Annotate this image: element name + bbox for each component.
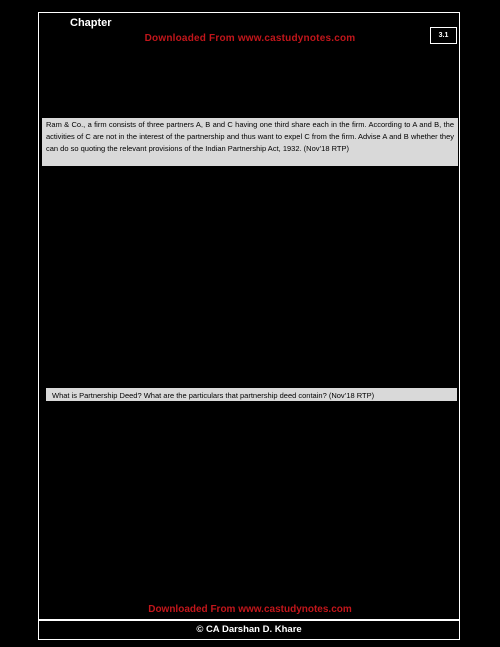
page-number-box: 3.1 [430, 27, 457, 44]
watermark-bottom: Downloaded From www.castudynotes.com [148, 604, 352, 615]
question-1: Ram & Co., a firm consists of three partners A, B and C having one third share each in the firm. According to A and B, the activities of C are not in the interest of the partnership and thus want to expel C from the firm. Advise A and B whether they can do so quoting the relevant provisions of the Indian Partnership Act, 1932. (Nov’18 RTP) [42, 118, 458, 166]
chapter-label: Chapter [70, 17, 112, 29]
page-border [38, 12, 460, 620]
question-2: What is Partnership Deed? What are the particulars that partnership deed contain? (Nov’18 RTP) [45, 387, 458, 402]
footer-copyright: © CA Darshan D. Khare [38, 620, 460, 640]
watermark-top: Downloaded From www.castudynotes.com [144, 33, 356, 44]
